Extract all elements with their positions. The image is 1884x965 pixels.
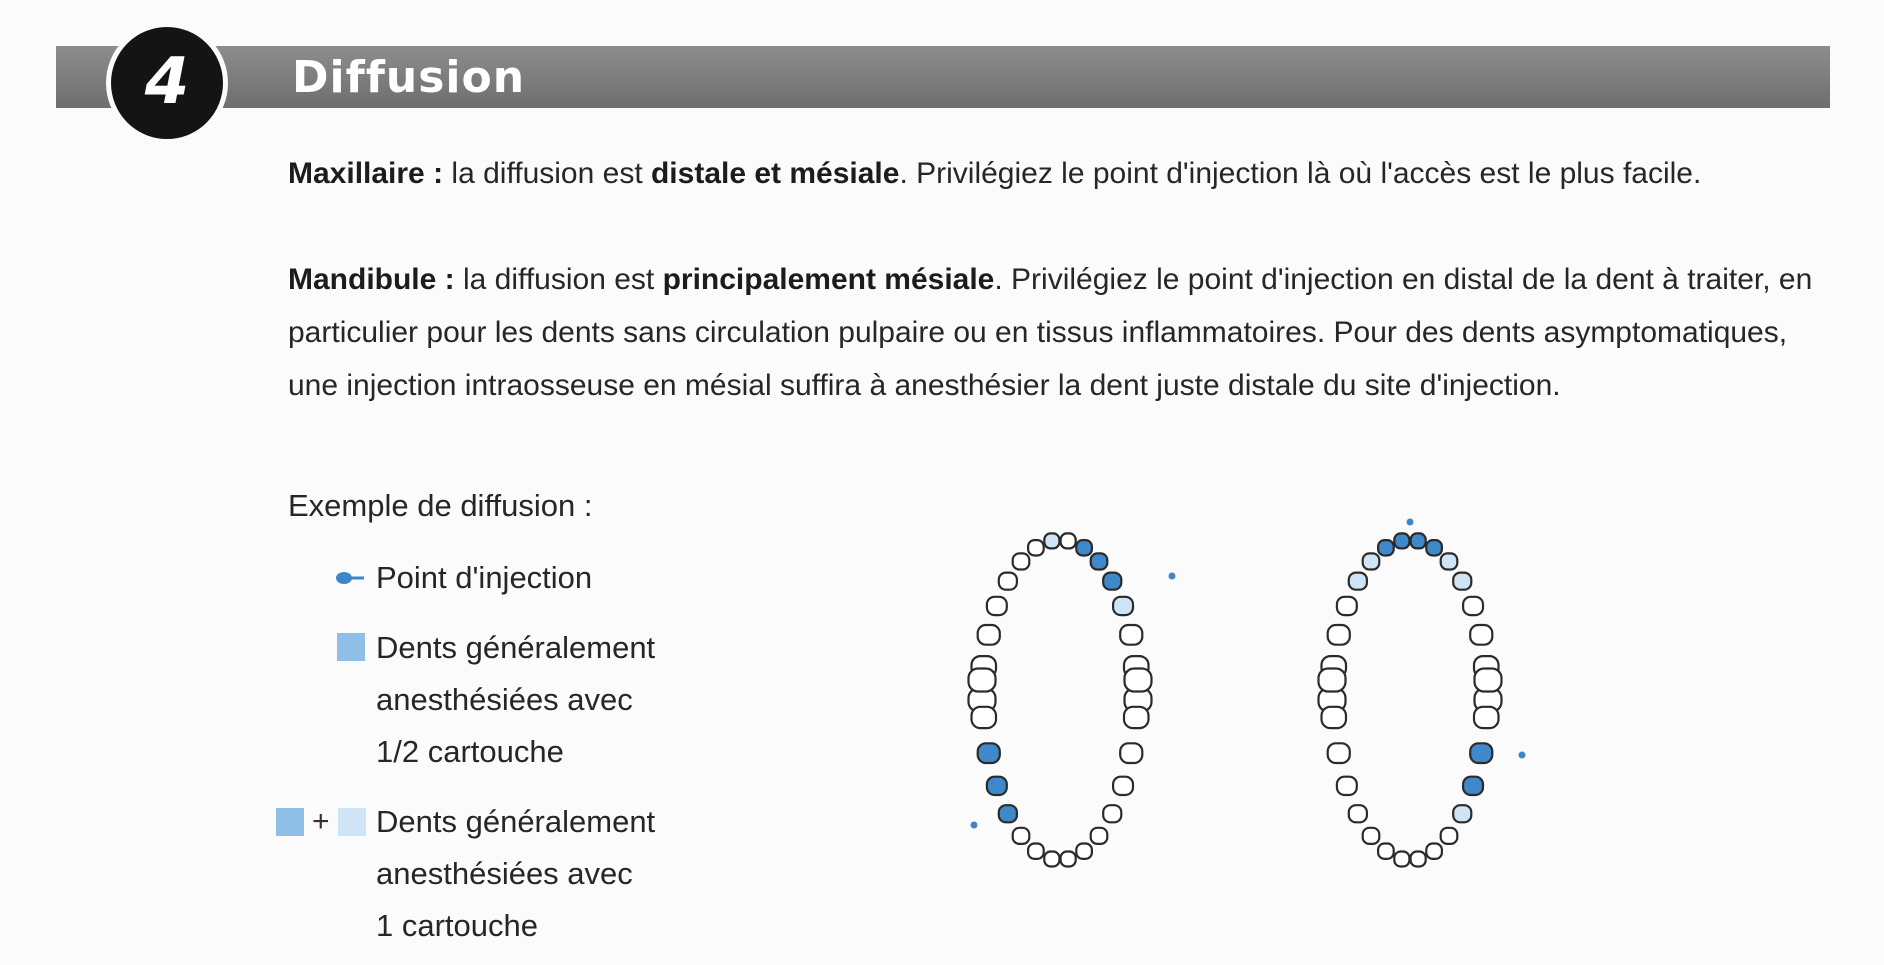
tooth bbox=[1061, 533, 1076, 548]
tooth bbox=[1411, 533, 1426, 548]
tooth bbox=[1091, 553, 1108, 569]
tooth bbox=[1394, 852, 1409, 867]
tooth bbox=[1013, 828, 1030, 844]
paragraph-maxillaire bbox=[288, 147, 1828, 200]
section-title: Diffusion bbox=[292, 52, 526, 103]
injection-point-marker bbox=[971, 822, 978, 829]
full-cartridge-square-icon bbox=[338, 808, 366, 836]
tooth bbox=[1441, 553, 1458, 569]
tooth bbox=[1125, 669, 1152, 692]
tooth bbox=[1322, 707, 1347, 728]
legend-item-full-cartridge bbox=[376, 796, 655, 952]
tooth bbox=[1426, 844, 1442, 859]
legend-item-injection bbox=[376, 552, 592, 604]
tooth bbox=[1470, 625, 1492, 645]
tooth bbox=[1044, 852, 1059, 867]
tooth bbox=[1441, 828, 1458, 844]
legend-half-line-1: Dents généralement bbox=[376, 630, 656, 665]
tooth bbox=[1453, 805, 1471, 822]
tooth bbox=[1319, 669, 1346, 692]
tooth bbox=[1363, 828, 1380, 844]
legend-full-line-2: anesthésiées avec bbox=[376, 856, 633, 891]
tooth bbox=[1113, 597, 1133, 615]
example-title: Exemple de diffusion : bbox=[288, 488, 593, 523]
injection-point-icon bbox=[332, 566, 376, 590]
tooth bbox=[1028, 844, 1044, 859]
maxillaire-label: Maxillaire : bbox=[288, 157, 444, 190]
injection-point-marker bbox=[1169, 573, 1176, 580]
tooth bbox=[978, 743, 1000, 763]
tooth bbox=[1328, 625, 1350, 645]
tooth bbox=[1337, 597, 1357, 615]
tooth bbox=[1411, 852, 1426, 867]
legend-full-line-1: Dents généralement bbox=[376, 804, 656, 839]
tooth bbox=[978, 625, 1000, 645]
legend-half-line-3: 1/2 cartouche bbox=[376, 734, 564, 769]
tooth bbox=[999, 805, 1017, 822]
tooth bbox=[1463, 777, 1483, 795]
tooth bbox=[1349, 805, 1367, 822]
maxillaire-text-2: . Privilégiez le point d'injection là où l'accès est le plus facile. bbox=[899, 157, 1702, 190]
tooth bbox=[972, 707, 997, 728]
tooth bbox=[1103, 805, 1121, 822]
legend-half-line-2: anesthésiées avec bbox=[376, 682, 633, 717]
injection-point-marker bbox=[1407, 519, 1414, 526]
tooth bbox=[969, 669, 996, 692]
tooth bbox=[1061, 852, 1076, 867]
legend-full-line-3: 1 cartouche bbox=[376, 908, 538, 943]
tooth bbox=[1076, 540, 1092, 555]
mandibule-text-1: la diffusion est bbox=[454, 263, 663, 296]
injection-point-marker bbox=[1519, 752, 1526, 759]
tooth bbox=[1120, 743, 1142, 763]
tooth bbox=[1103, 573, 1121, 590]
half-cartridge-square-icon bbox=[337, 633, 365, 661]
tooth bbox=[1113, 777, 1133, 795]
tooth bbox=[1337, 777, 1357, 795]
tooth bbox=[1076, 844, 1092, 859]
tooth bbox=[987, 777, 1007, 795]
maxillaire-emphasis: distale et mésiale bbox=[650, 157, 900, 190]
tooth bbox=[1328, 743, 1350, 763]
tooth bbox=[987, 597, 1007, 615]
tooth bbox=[1091, 828, 1108, 844]
tooth bbox=[1453, 573, 1471, 590]
tooth bbox=[1470, 743, 1492, 763]
tooth bbox=[1349, 573, 1367, 590]
tooth bbox=[1378, 540, 1394, 555]
mandibule-text-2: . Privilégiez le point d'injection en distal de la dent à traiter, en particulier pour les dents sans circulation pulpaire ou en tissus inflammatoires. Pour des dents asymptomatiques, une injection intraosseuse en mésial suffira à anesthésier la dent juste distale du site d'injection. bbox=[288, 263, 1813, 402]
section-number-badge: 4 bbox=[106, 22, 228, 144]
tooth bbox=[1394, 533, 1409, 548]
tooth bbox=[1028, 540, 1044, 555]
dental-diffusion-diagram bbox=[960, 500, 1580, 940]
tooth bbox=[999, 573, 1017, 590]
legend-item-half-cartridge bbox=[376, 622, 655, 778]
maxillaire-text-1: la diffusion est bbox=[443, 157, 651, 190]
mandibule-emphasis: principalement mésiale bbox=[662, 263, 995, 296]
tooth bbox=[1475, 669, 1502, 692]
half-cartridge-square-icon-2 bbox=[276, 808, 304, 836]
tooth bbox=[1378, 844, 1394, 859]
mandibule-label: Mandibule : bbox=[288, 263, 455, 296]
tooth bbox=[1124, 707, 1149, 728]
legend-injection-label: Point d'injection bbox=[376, 560, 593, 595]
plus-sign: + bbox=[312, 805, 330, 838]
tooth bbox=[1044, 533, 1059, 548]
tooth bbox=[1474, 707, 1499, 728]
tooth bbox=[1120, 625, 1142, 645]
tooth bbox=[1426, 540, 1442, 555]
tooth bbox=[1463, 597, 1483, 615]
paragraph-mandibule bbox=[288, 253, 1828, 412]
tooth bbox=[1363, 553, 1380, 569]
tooth bbox=[1013, 553, 1030, 569]
